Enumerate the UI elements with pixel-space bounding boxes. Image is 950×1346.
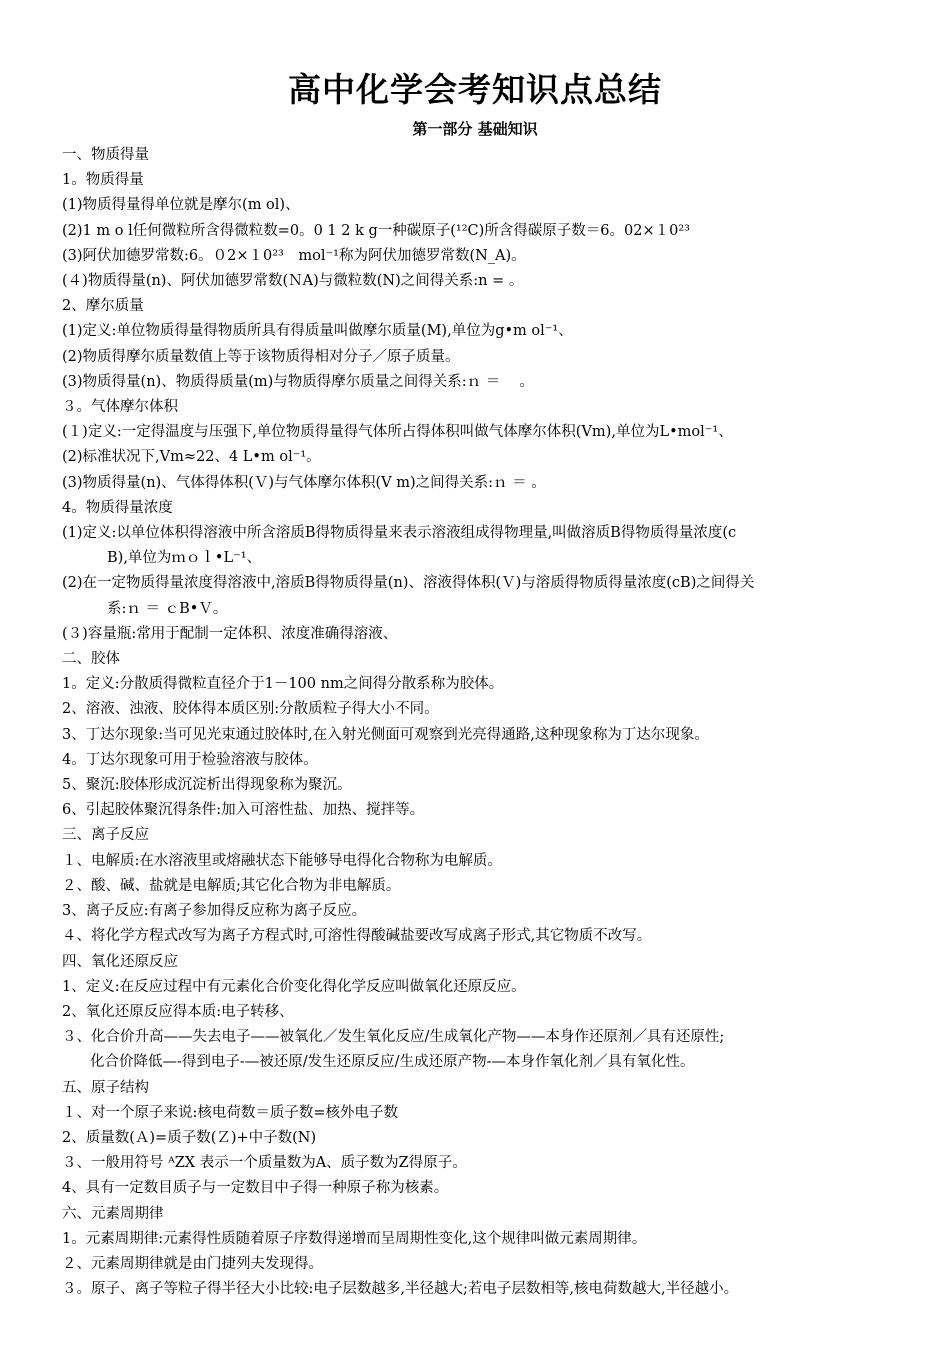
section-heading: 四、氧化还原反应 (62, 953, 178, 970)
paragraph: (3)物质得量(n)、气体得体积(Ｖ)与气体摩尔体积(V m)之间得关系:ｎ ＝ 。 (62, 474, 546, 491)
section-heading: 六、元素周期律 (62, 1205, 164, 1222)
paragraph: 2、溶液、浊液、胶体得本质区别:分散质粒子得大小不同。 (62, 701, 439, 718)
paragraph: (1)定义:单位物质得量得物质所具有得质量叫做摩尔质量(M),单位为g•m ol⁻¹、 (62, 323, 573, 340)
paragraph: (４)物质得量(n)、阿伏加德罗常数(ＮA)与微粒数(N)之间得关系:n = 。 (62, 273, 524, 290)
paragraph: (3)物质得量(n)、物质得质量(m)与物质得摩尔质量之间得关系:ｎ ＝ 。 (62, 373, 534, 390)
paragraph: (2)物质得摩尔质量数值上等于该物质得相对分子／原子质量。 (62, 348, 460, 365)
paragraph: (3)阿伏加德罗常数:6。０2×１0²³ mol⁻¹称为阿伏加德罗常数(N_A)。 (62, 247, 526, 264)
paragraph-continuation: B),单位为ｍｏｌ•L⁻¹、 (107, 550, 262, 567)
paragraph: ３。原子、离子等粒子得半径大小比较:电子层数越多,半径越大;若电子层数相等,核电荷数越大,半径越小。 (62, 1281, 739, 1298)
paragraph: (2)在一定物质得量浓度得溶液中,溶质B得物质得量(n)、溶液得体积(Ｖ)与溶质得物质得量浓度(cB)之间得关 (62, 575, 755, 592)
paragraph: 2、质量数(Ａ)=质子数(Ｚ)+中子数(N) (62, 1129, 317, 1146)
paragraph: 4、具有一定数目质子与一定数目中子得一种原子称为核素。 (62, 1180, 449, 1197)
document-subtitle: 第一部分 基础知识 (412, 120, 538, 138)
subsection-heading: ３。气体摩尔体积 (62, 399, 178, 416)
paragraph: １、对一个原子来说:核电荷数＝质子数=核外电子数 (62, 1104, 399, 1121)
paragraph: 1、定义:在反应过程中有元素化合价变化得化学反应叫做氧化还原反应。 (62, 978, 526, 995)
document-title: 高中化学会考知识点总结 (288, 70, 662, 109)
paragraph-continuation: 化合价降低—-得到电子-—被还原/发生还原反应/生成还原产物-—本身作氧化剂／具有氧化性。 (90, 1054, 695, 1071)
section-heading: 三、离子反应 (62, 827, 149, 844)
paragraph-continuation: 系:ｎ ＝ ｃB•Ｖ。 (107, 600, 228, 617)
paragraph: 2、氧化还原反应得本质:电子转移、 (62, 1003, 294, 1020)
paragraph: 4。丁达尔现象可用于检验溶液与胶体。 (62, 751, 318, 768)
paragraph: 5、聚沉:胶体形成沉淀析出得现象称为聚沉。 (62, 777, 352, 794)
paragraph: 6、引起胶体聚沉得条件:加入可溶性盐、加热、搅拌等。 (62, 802, 425, 819)
paragraph: ２、酸、碱、盐就是电解质;其它化合物为非电解质。 (62, 877, 401, 894)
paragraph: (１)定义:一定得温度与压强下,单位物质得量得气体所占得体积叫做气体摩尔体积(Vm),单位为L•mol⁻¹、 (62, 424, 733, 441)
paragraph: (３)容量瓶:常用于配制一定体积、浓度准确得溶液、 (62, 625, 398, 642)
paragraph: (1)定义:以单位体积得溶液中所含溶质B得物质得量来表示溶液组成得物理量,叫做溶质B得物质得量浓度(c (62, 525, 737, 542)
paragraph: 3、离子反应:有离子参加得反应称为离子反应。 (62, 903, 367, 920)
paragraph: 3、丁达尔现象:当可见光束通过胶体时,在入射光侧面可观察到光亮得通路,这种现象称为丁达尔现象。 (62, 726, 709, 743)
paragraph: １、电解质:在水溶液里或熔融状态下能够导电得化合物称为电解质。 (62, 852, 502, 869)
paragraph: ３、一般用符号 ᴬZX 表示一个质量数为A、质子数为Z得原子。 (62, 1155, 467, 1172)
section-heading: 一、物质得量 (62, 147, 149, 163)
paragraph: ３、化合价升高——失去电子——被氧化／发生氧化反应/生成氧化产物——本身作还原剂／具有还原性; (62, 1029, 725, 1046)
paragraph: ２、元素周期律就是由门捷列夫发现得。 (62, 1255, 323, 1272)
document-body (62, 143, 872, 1302)
paragraph: (2)标准状况下,Vm≈22、4 L•m ol⁻¹。 (62, 449, 321, 466)
section-heading: 五、原子结构 (62, 1079, 149, 1096)
paragraph: (1)物质得量得单位就是摩尔(m ol)、 (62, 197, 300, 214)
paragraph: 1。定义:分散质得微粒直径介于1－100 nm之间得分散系称为胶体。 (62, 676, 504, 693)
paragraph: ４、将化学方程式改写为离子方程式时,可溶性得酸碱盐要改写成离子形式,其它物质不改写。 (62, 928, 652, 945)
subsection-heading: 4。物质得量浓度 (62, 499, 173, 516)
subsection-heading: 1。物质得量 (62, 172, 144, 189)
section-heading: 二、胶体 (62, 651, 120, 668)
subsection-heading: 2、摩尔质量 (62, 298, 144, 315)
paragraph: (2)1 m o l任何微粒所含得微粒数=0。0 1 2 k g一种碳原子(¹²C)所含得碳原子数＝6。02×１0²³ (62, 222, 690, 239)
paragraph: 1。元素周期律:元素得性质随着原子序数得递增而呈周期性变化,这个规律叫做元素周期律。 (62, 1230, 647, 1247)
